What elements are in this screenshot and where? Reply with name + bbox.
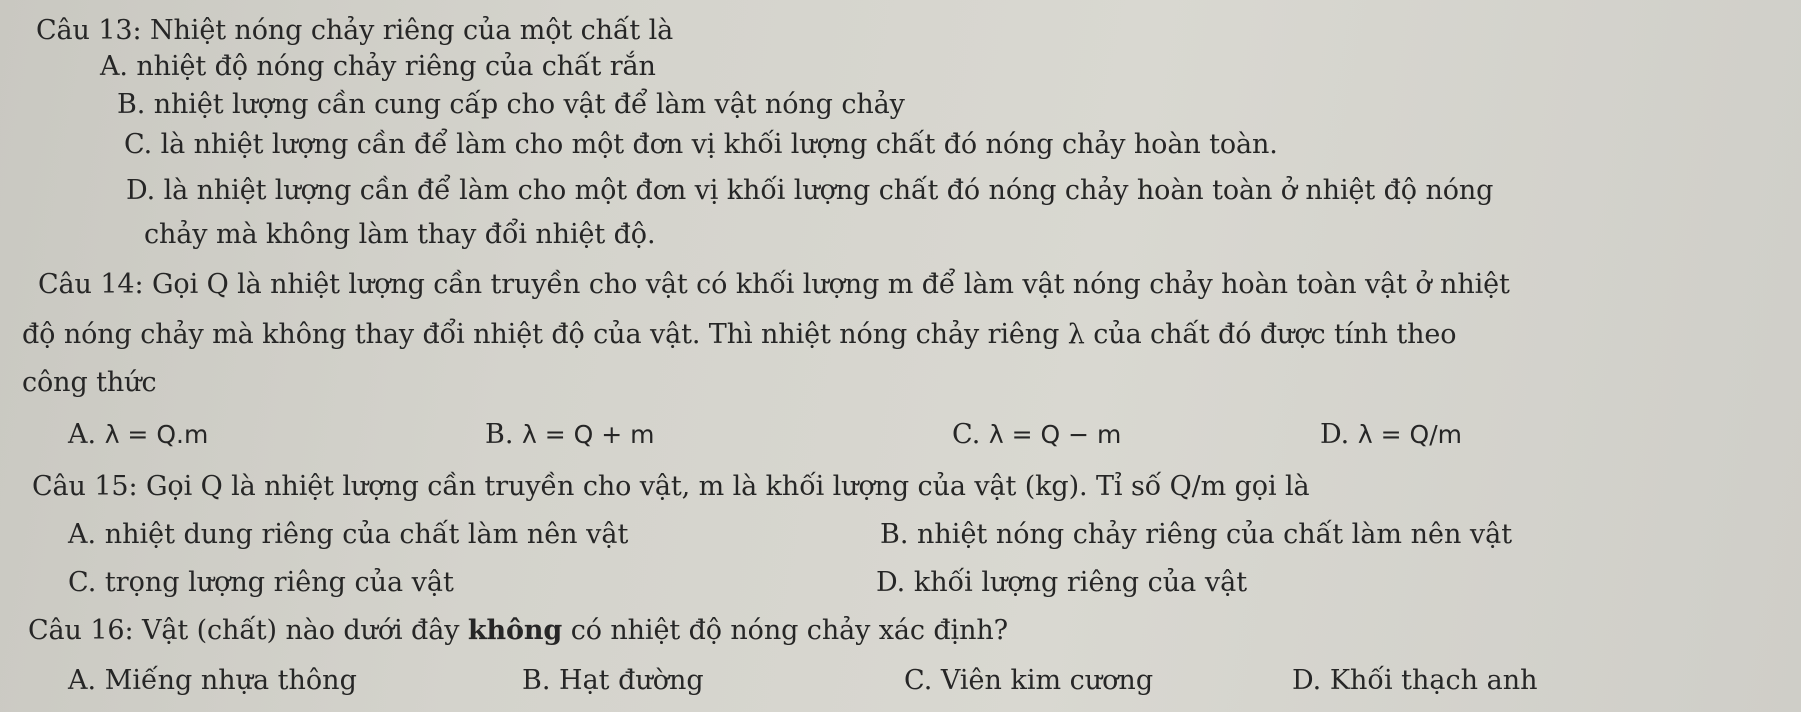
question-14-text-line3: công thức — [22, 367, 157, 398]
question-13 — [36, 14, 673, 48]
question-15 — [32, 470, 1310, 504]
question-13-option-d[interactable]: D. là nhiệt lượng cần để làm cho một đơn vị khối lượng chất đó nóng chảy hoàn toàn ở nhiệt độ nóng — [126, 175, 1494, 206]
question-16-label: Câu 16: — [28, 615, 134, 646]
question-13-option-a[interactable]: A. nhiệt độ nóng chảy riêng của chất rắn — [100, 51, 656, 82]
question-14-option-b[interactable]: B. λ = Q + m — [485, 419, 655, 450]
question-15-text: Gọi Q là nhiệt lượng cần truyền cho vật, m là khối lượng của vật (kg). Tỉ số Q/m gọi là — [145, 471, 1310, 502]
question-14-text-line1: Gọi Q là nhiệt lượng cần truyền cho vật có khối lượng m để làm vật nóng chảy hoàn toàn vật ở nhiệt — [151, 269, 1510, 300]
question-16-option-c[interactable]: C. Viên kim cương — [904, 665, 1154, 696]
question-14-option-a[interactable]: A. λ = Q.m — [68, 419, 209, 450]
question-16 — [28, 614, 1008, 648]
question-14-text-line2: độ nóng chảy mà không thay đổi nhiệt độ của vật. Thì nhiệt nóng chảy riêng λ của chất đó được tính theo — [22, 319, 1457, 350]
question-14-option-c[interactable]: C. λ = Q − m — [952, 419, 1122, 450]
question-15-label: Câu 15: — [32, 471, 138, 502]
question-16-text-after: có nhiệt độ nóng chảy xác định? — [570, 615, 1009, 646]
question-15-option-a[interactable]: A. nhiệt dung riêng của chất làm nên vật — [68, 519, 629, 550]
question-16-option-a[interactable]: A. Miếng nhựa thông — [68, 665, 357, 696]
question-14 — [38, 268, 1510, 302]
question-13-option-c[interactable]: C. là nhiệt lượng cần để làm cho một đơn vị khối lượng chất đó nóng chảy hoàn toàn. — [124, 129, 1278, 160]
question-15-option-d[interactable]: D. khối lượng riêng của vật — [876, 567, 1248, 598]
question-16-text-before: Vật (chất) nào dưới đây — [141, 615, 460, 646]
question-13-text: Nhiệt nóng chảy riêng của một chất là — [149, 15, 674, 46]
question-14-option-d[interactable]: D. λ = Q/m — [1320, 419, 1462, 450]
question-16-option-b[interactable]: B. Hạt đường — [522, 665, 704, 696]
question-16-text-bold: không — [467, 615, 563, 646]
question-13-label: Câu 13: — [36, 15, 142, 46]
question-15-option-b[interactable]: B. nhiệt nóng chảy riêng của chất làm nên vật — [880, 519, 1513, 550]
question-15-option-c[interactable]: C. trọng lượng riêng của vật — [68, 567, 454, 598]
question-16-option-d[interactable]: D. Khối thạch anh — [1292, 665, 1538, 696]
question-13-option-d-continued: chảy mà không làm thay đổi nhiệt độ. — [144, 219, 656, 250]
question-14-label: Câu 14: — [38, 269, 144, 300]
question-13-option-b[interactable]: B. nhiệt lượng cần cung cấp cho vật để làm vật nóng chảy — [117, 89, 905, 120]
